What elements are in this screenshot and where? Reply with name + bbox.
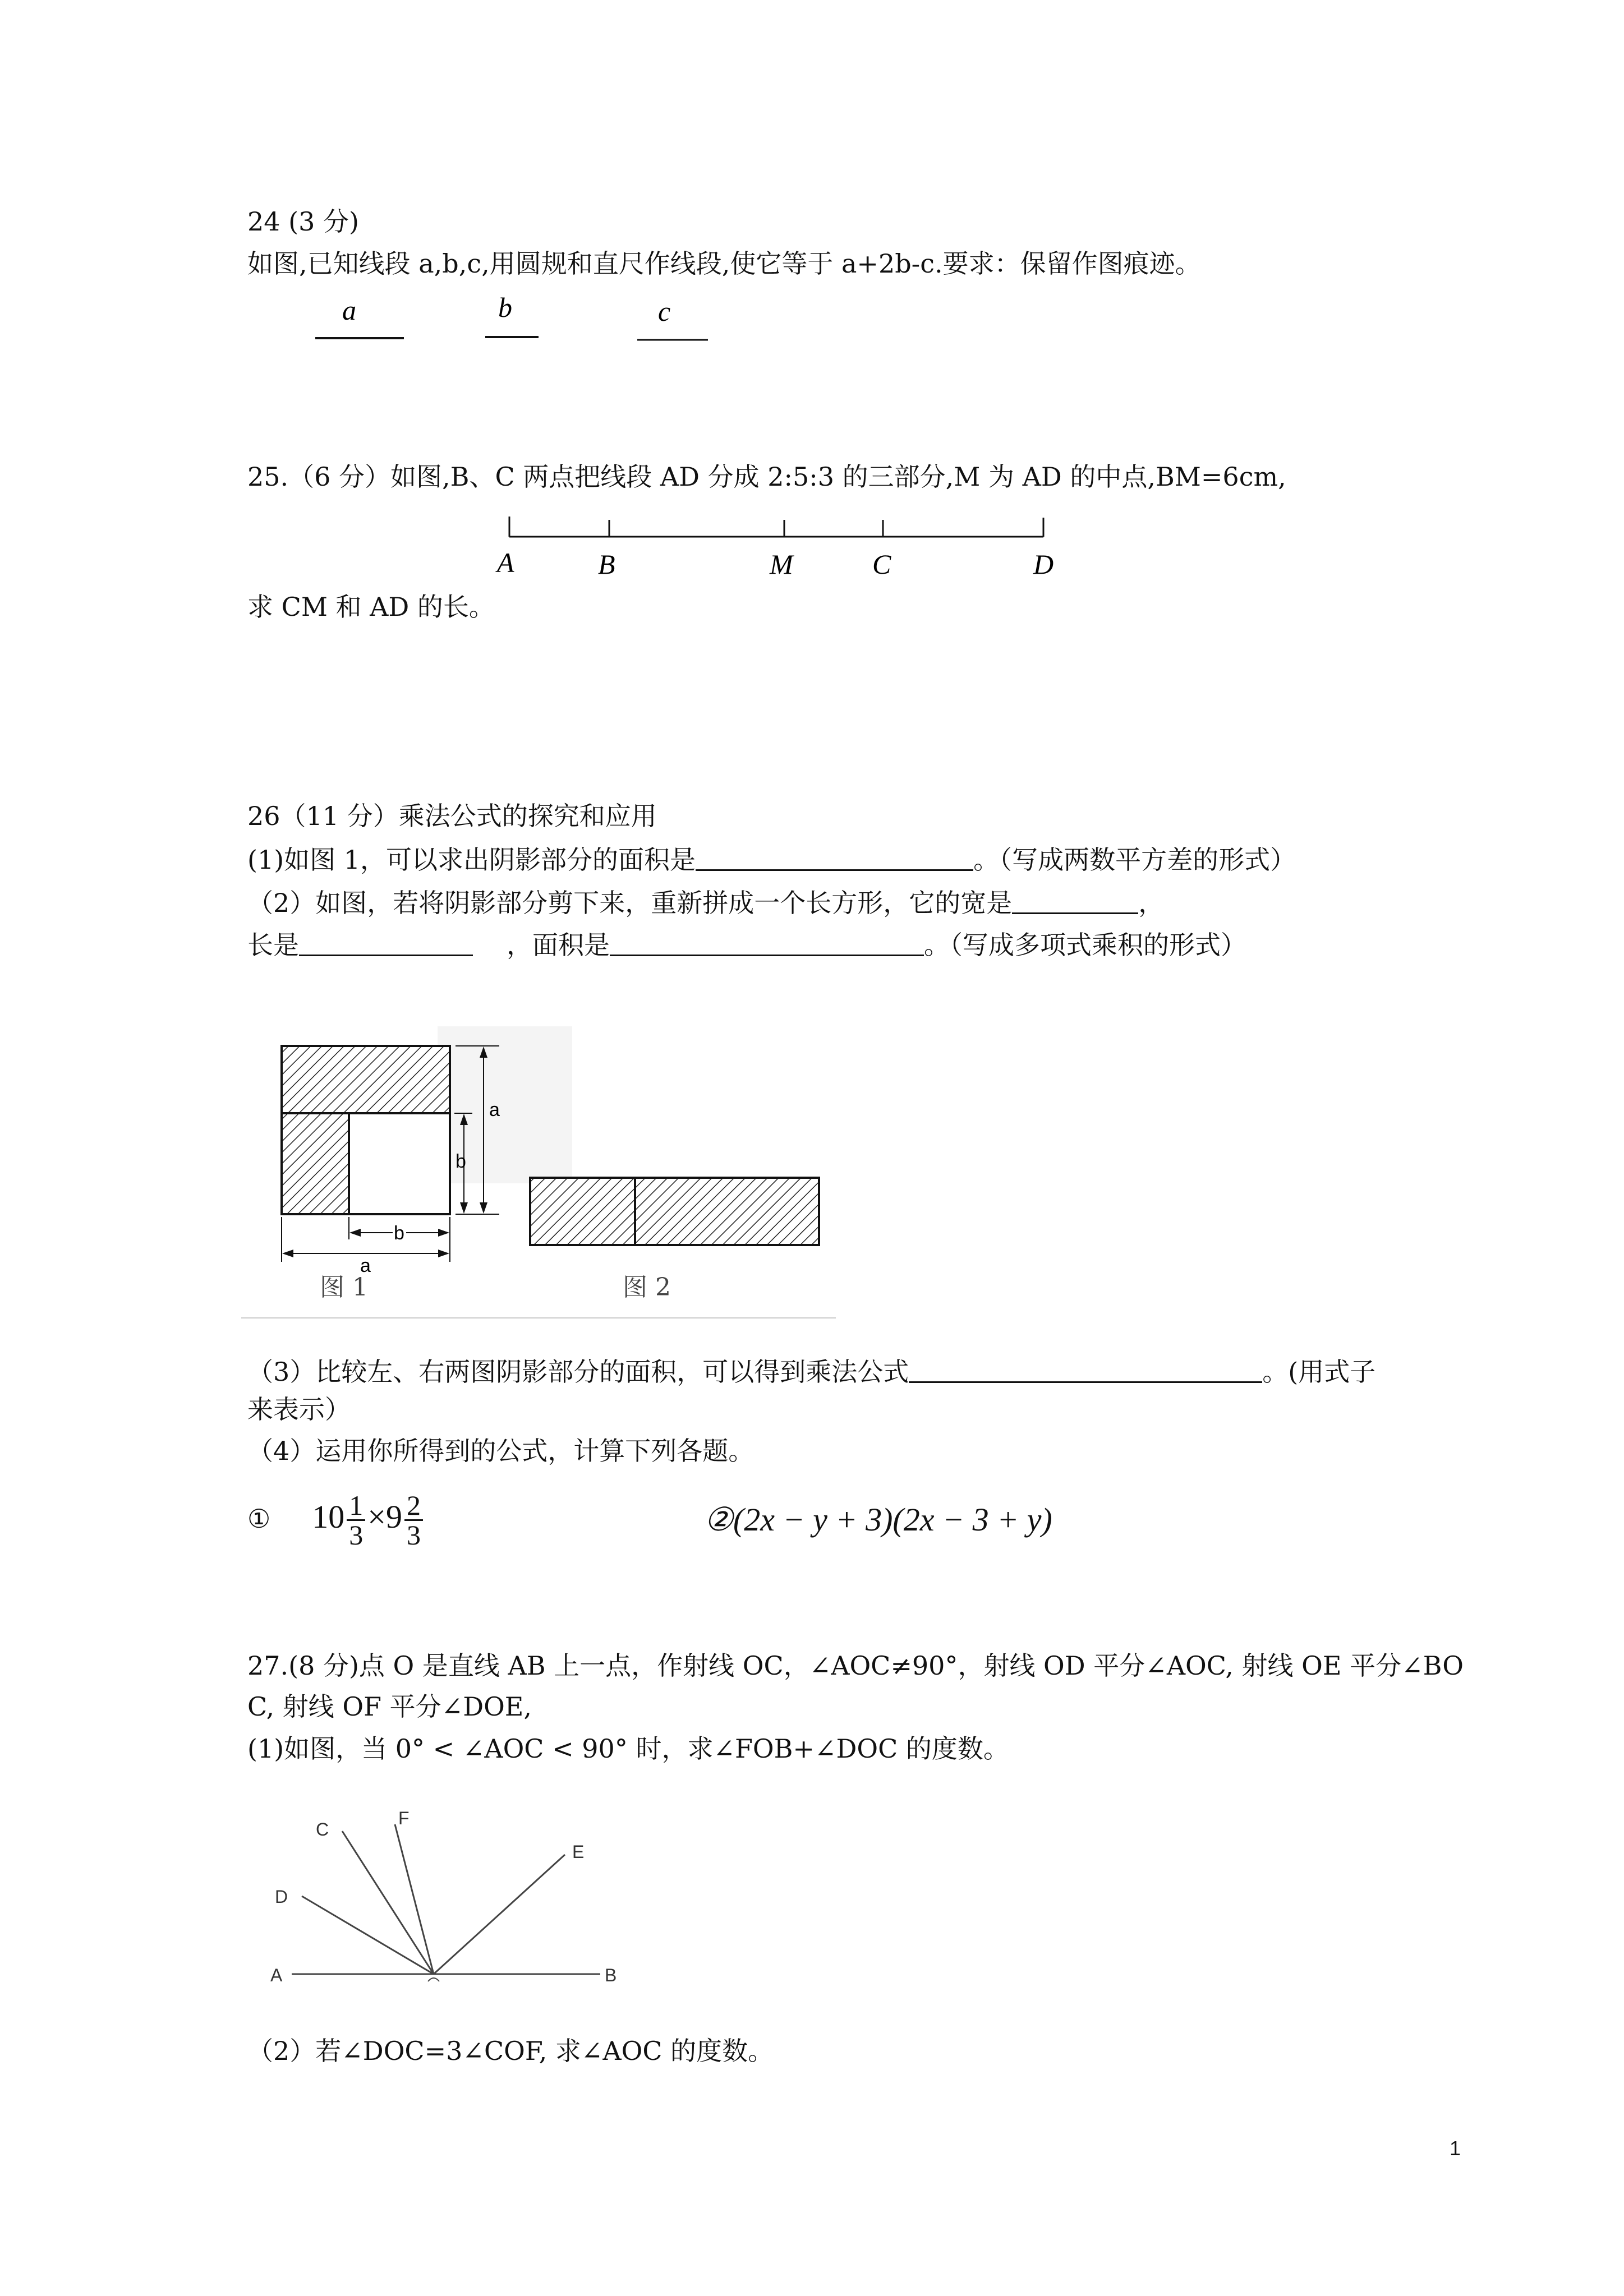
q26-title: 26（11 分）乘法公式的探究和应用 bbox=[247, 801, 657, 831]
calc-1-times: ×9 bbox=[367, 1499, 402, 1535]
q24-text: 如图,已知线段 a,b,c,用圆规和直尺作线段,使它等于 a+2b-c.要求：保留作图痕迹。 bbox=[247, 248, 1201, 279]
q27-text1: 27.(8 分)点 O 是直线 AB 上一点，作射线 OC，∠AOC≠90°，射线 OD 平分∠AOC, 射线 OE 平分∠BO bbox=[247, 1650, 1464, 1681]
label-c: C bbox=[316, 1819, 329, 1839]
segment-a-label: a bbox=[342, 294, 356, 326]
dim-b-horizontal-label: b bbox=[394, 1223, 404, 1244]
q26-part1-note: 。（写成两数平方差的形式） bbox=[973, 845, 1296, 875]
label-a: A bbox=[270, 1965, 283, 1985]
label-e: E bbox=[572, 1842, 585, 1862]
q26-length-blank bbox=[299, 929, 473, 956]
q26-part2-note: 。（写成多项式乘积的形式） bbox=[924, 930, 1246, 960]
point-m-label: M bbox=[770, 548, 793, 580]
q26-formula-blank bbox=[909, 1356, 1262, 1383]
q26-part2-comma: ， bbox=[1138, 888, 1165, 918]
q26-part3-line2: 来表示） bbox=[247, 1394, 351, 1424]
segment-b-label: b bbox=[498, 292, 512, 323]
q26-calc-2: ②(2x − y + 3)(2x − 3 + y) bbox=[704, 1501, 1052, 1538]
q24-segments bbox=[303, 292, 729, 348]
q26-part2-line1 bbox=[247, 886, 1164, 920]
label-b: B bbox=[605, 1965, 617, 1985]
q26-length-label: 长是 bbox=[247, 930, 299, 960]
q26-width-blank bbox=[1012, 887, 1138, 914]
q25-ask: 求 CM 和 AD 的长。 bbox=[247, 592, 495, 622]
calc-1-marker: ① bbox=[247, 1505, 271, 1533]
segment-c-label: c bbox=[658, 296, 671, 327]
q26-calc-1 bbox=[247, 1483, 425, 1553]
dim-a-vertical-label: a bbox=[489, 1099, 500, 1121]
q27-angle-diagram bbox=[264, 1803, 645, 2005]
ray-oc bbox=[342, 1831, 434, 1974]
dim-a-horizontal-label: a bbox=[360, 1255, 371, 1276]
q27-text2: C, 射线 OF 平分∠DOE, bbox=[247, 1691, 532, 1722]
small-square-cutout bbox=[349, 1113, 450, 1214]
q26-part2-line2 bbox=[247, 928, 1246, 962]
ray-oe bbox=[434, 1855, 565, 1974]
figure-2-caption: 图 2 bbox=[623, 1273, 671, 1302]
dim-b-vertical-label: b bbox=[456, 1151, 466, 1172]
q26-part3-line1 bbox=[247, 1355, 1375, 1389]
calc-1-whole: 10 bbox=[312, 1499, 345, 1535]
q26-part1 bbox=[247, 843, 1296, 877]
point-c-label: C bbox=[872, 548, 891, 580]
point-d-label: D bbox=[1033, 548, 1054, 580]
q26-part3-note: 。(用式子 bbox=[1262, 1357, 1376, 1387]
ray-od bbox=[302, 1896, 434, 1974]
label-f: F bbox=[398, 1808, 410, 1828]
point-a-label: A bbox=[497, 547, 514, 578]
q26-part1-blank bbox=[696, 843, 973, 871]
q26-part1-text: (1)如图 1，可以求出阴影部分的面积是 bbox=[247, 845, 696, 875]
q26-figures bbox=[241, 1004, 847, 1329]
q25-segment-diagram bbox=[482, 508, 1077, 586]
q26-area-label: ，面积是 bbox=[507, 930, 610, 960]
q26-area-blank bbox=[610, 929, 924, 956]
q25-text: 25.（6 分）如图,B、C 两点把线段 AD 分成 2:5:3 的三部分,M 为 AD 的中点,BM=6cm, bbox=[247, 462, 1286, 492]
label-d: D bbox=[275, 1887, 288, 1907]
rectangle-shaded bbox=[530, 1178, 819, 1245]
page-number: 1 bbox=[1450, 2137, 1461, 2160]
q27-text4: （2）若∠DOC=3∠COF, 求∠AOC 的度数。 bbox=[247, 2036, 774, 2066]
q27-text3: (1)如图，当 0° < ∠AOC < 90° 时，求∠FOB+∠DOC 的度数。 bbox=[247, 1733, 1009, 1764]
calc-1-frac-1: $\frac{1}{3}$ bbox=[347, 1491, 365, 1549]
figure-1-caption: 图 1 bbox=[320, 1273, 368, 1302]
q24-title: 24 (3 分) bbox=[247, 206, 359, 237]
ray-of bbox=[395, 1824, 434, 1974]
figure-2 bbox=[530, 1178, 819, 1302]
q26-part3-text: （3）比较左、右两图阴影部分的面积，可以得到乘法公式 bbox=[247, 1357, 909, 1387]
calc-1-frac-2: $\frac{2}{3}$ bbox=[404, 1491, 423, 1549]
q26-part2-text: （2）如图，若将阴影部分剪下来，重新拼成一个长方形，它的宽是 bbox=[247, 888, 1013, 918]
point-b-label: B bbox=[598, 548, 615, 580]
q26-part4: （4）运用你所得到的公式，计算下列各题。 bbox=[247, 1436, 755, 1466]
